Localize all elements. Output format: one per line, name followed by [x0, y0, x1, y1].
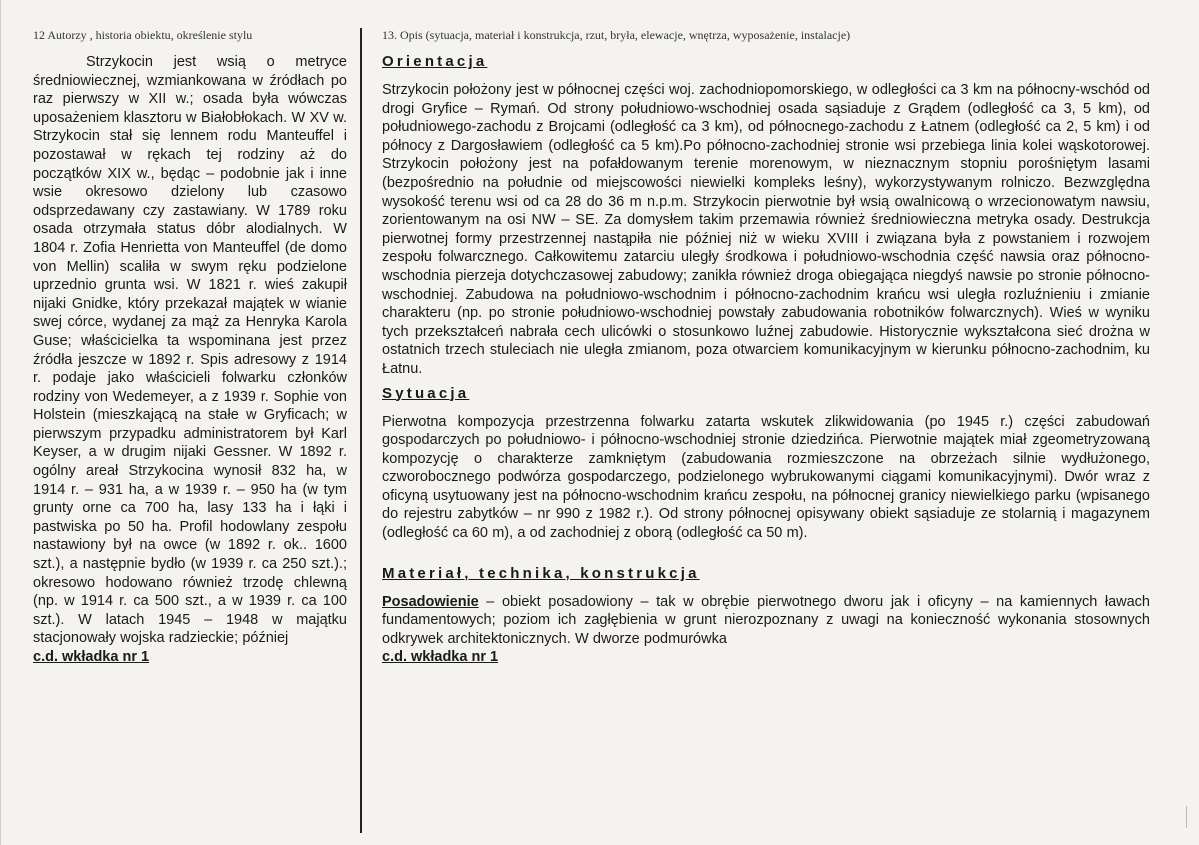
heading-orientacja: Orientacja: [382, 53, 488, 70]
sytuacja-paragraph: Pierwotna kompozycja przestrzenna folwarku zatarta wskutek zlikwidowania (po 1945 r.) części zabudowań gospodarczych po południowo- i północno-wschodniej stronie dziedzińca. Pierwotnie majątek miał zgeometryzowaną kompozycję o charakterze zamkniętym (zabudowania rozmieszczone na obrzeżach silnie wydłużonego, czworobocznego podwórza gospodarczego, podzielonego wybrukowanymi ciągami komunikacyjnymi). Dwór wraz z oficyną usytuowany jest na północno-wschodnim krańcu zespołu, na północnej granicy niewielkiego parku (wpisanego do rejestru zabytków – nr 990 z 1982 r.). Od strony północnej opisywany obiekt sąsiaduje ze stolarnią i magazynem (odległość ca 60 m), a od zachodniej z oborą (odległość ca 50 m).: [382, 413, 1150, 542]
heading-sytuacja: Sytuacja: [382, 384, 470, 402]
right-continued-note: c.d. wkładka nr 1: [382, 649, 499, 666]
history-paragraph: Strzykocin jest wsią o metryce średniowiecznej, wzmiankowana w źródłach po raz pierwszy w XII w.; osada była wówczas uposażeniem klasztoru w Białobłokach. W XV w. Strzykocin stał się lennem rodu Manteuffel i pozostawał w rękach tej rodziny aż do początków XIX w., będąc – podobnie jak i inne wsie okresowo dzielony lub czasowo odsprzedawany czy zastawiany. W 1789 roku osada otrzymała status dóbr alodialnych. W 1804 r. Zofia Henrietta von Manteuffel (de domo von Mellin) scaliła w swym ręku podzielone uprzednio grunta wsi. W 1821 r. wieś zakupił nijaki Gnidke, który przekazał majątek w wianie swej córce, wydanej za mąż za Henryka Karola Guse; właścicielka ta wspominana jest przez źródła jeszcze w 1892 r. Spis adresowy z 1914 r. podaje jako właścicieli folwarku członków rodziny von Wedemeyer, a z 1939 r. Sophie von Holstein (mieszkającą na stałe w Gryficach; w pierwszym przypadku administratorem był Karl Keyser, a w drugim nijaki Gessner. W 1892 r. ogólny areał Strzykocina wynosił 832 ha, w 1914 r. – 931 ha, a w 1939 r. – 950 ha (w tym grunty orne ca 700 ha, lasy 133 ha i łąki i pastwiska po 50 ha. Profil hodowlany zespołu nastawiony był na owce (w 1892 r. ok.. 1600 szt.), a następnie bydło (w 1939 r. ca 250 szt.).; okresowo hodowano również trzodę chlewną (np. w 1914 r. ca 500 szt., a w 1939 r. ca 100 szt.). W latach 1945 – 1948 w majątku stacjonowały wojska radzieckie; później: [33, 54, 347, 647]
scan-edge-mark: [1186, 806, 1197, 828]
heading-material-technika-konstrukcja: Materiał, technika, konstrukcja: [382, 564, 700, 582]
left-continued-note: c.d. wkładka nr 1: [33, 649, 150, 665]
column-divider: [360, 28, 362, 833]
posadowienie-term: Posadowienie: [382, 593, 479, 610]
right-column: [382, 28, 1150, 666]
posadowienie-text: – obiekt posadowiony – tak w obrębie pierwotnego dworu jak i oficyny – na kamiennych ławach fundamentowych; poziom ich zagłębienia w grunt nierozpoznany z uwagi na konieczność wykonania stosownych odkrywek architektonicznych. W dworze podmurówka: [382, 593, 1150, 647]
left-column: [25, 28, 351, 666]
right-running-head: 13. Opis (sytuacja, materiał i konstrukcja, rzut, bryła, elewacje, wnętrza, wyposażenie, instalacje): [382, 28, 851, 42]
orientacja-paragraph: Strzykocin położony jest w północnej części woj. zachodniopomorskiego, w odległości ca 3 km na północny-wschód od drogi Gryfice – Rymań. Od strony południowo-wschodniej osada sąsiaduje z Grądem (odległość ca 3, 5 km), od południowego-zachodu z Brojcami (odległość ca 3 km), od północnego-zachodu z Łatnem (odległość ca 2, 5 km) i od północy z Dargosławiem (odległość ca 5 km).Po północno-zachodniej stronie wsi przebiega linia kolei wąskotorowej. Strzykocin położony jest na pofałdowanym terenie morenowym, w nieznacznym stopniu porośniętym lasami (bezpośrednio na południe od miejscowości niewielki kompleks leśny), wykorzystywanym rolniczo. Bezwzględna wysokość terenu wsi od ca 28 do 36 m n.p.m. Strzykocin pierwotnie był wsią owalnicową o wrzecionowatym nawsiu, zorientowanym na osi NW – SE. Za domysłem takim przemawia również średniowieczna metryka osady. Destrukcja pierwotnej formy przestrzennej nastąpiła nie później niż w wieku XVIII i związana była z powstaniem i rozwojem zespołu folwarcznego. Całkowitemu zatarciu uległy środkowa i południowo-wschodnia część nawsia oraz północno-wschodnia pierzeja dotychczasowej zabudowy; zanikła również droga obiegająca niegdyś nawsie po stronie północno-wschodniej. Zabudowa na południowo-wschodnim i północno-zachodnim krańcu wsi uległa rozluźnieniu i zmianie charakteru (np. po stronie południowo-wschodniej powstały zabudowania robotników folwarcznych). Wieś w wyniku tych przekształceń nabrała cech ulicówki o stosunkowo luźnej zabudowie. Historycznie wykształcona sieć drożna w ostatnich trzech stuleciach nie uległa zmianom, poza otwarciem komunikacyjnym w kierunku północno-zachodnim, ku Łatnu.: [382, 82, 1150, 377]
posadowienie-paragraph: [382, 593, 1150, 649]
left-running-head: 12 Autorzy , historia obiektu, określenie stylu: [33, 28, 253, 42]
